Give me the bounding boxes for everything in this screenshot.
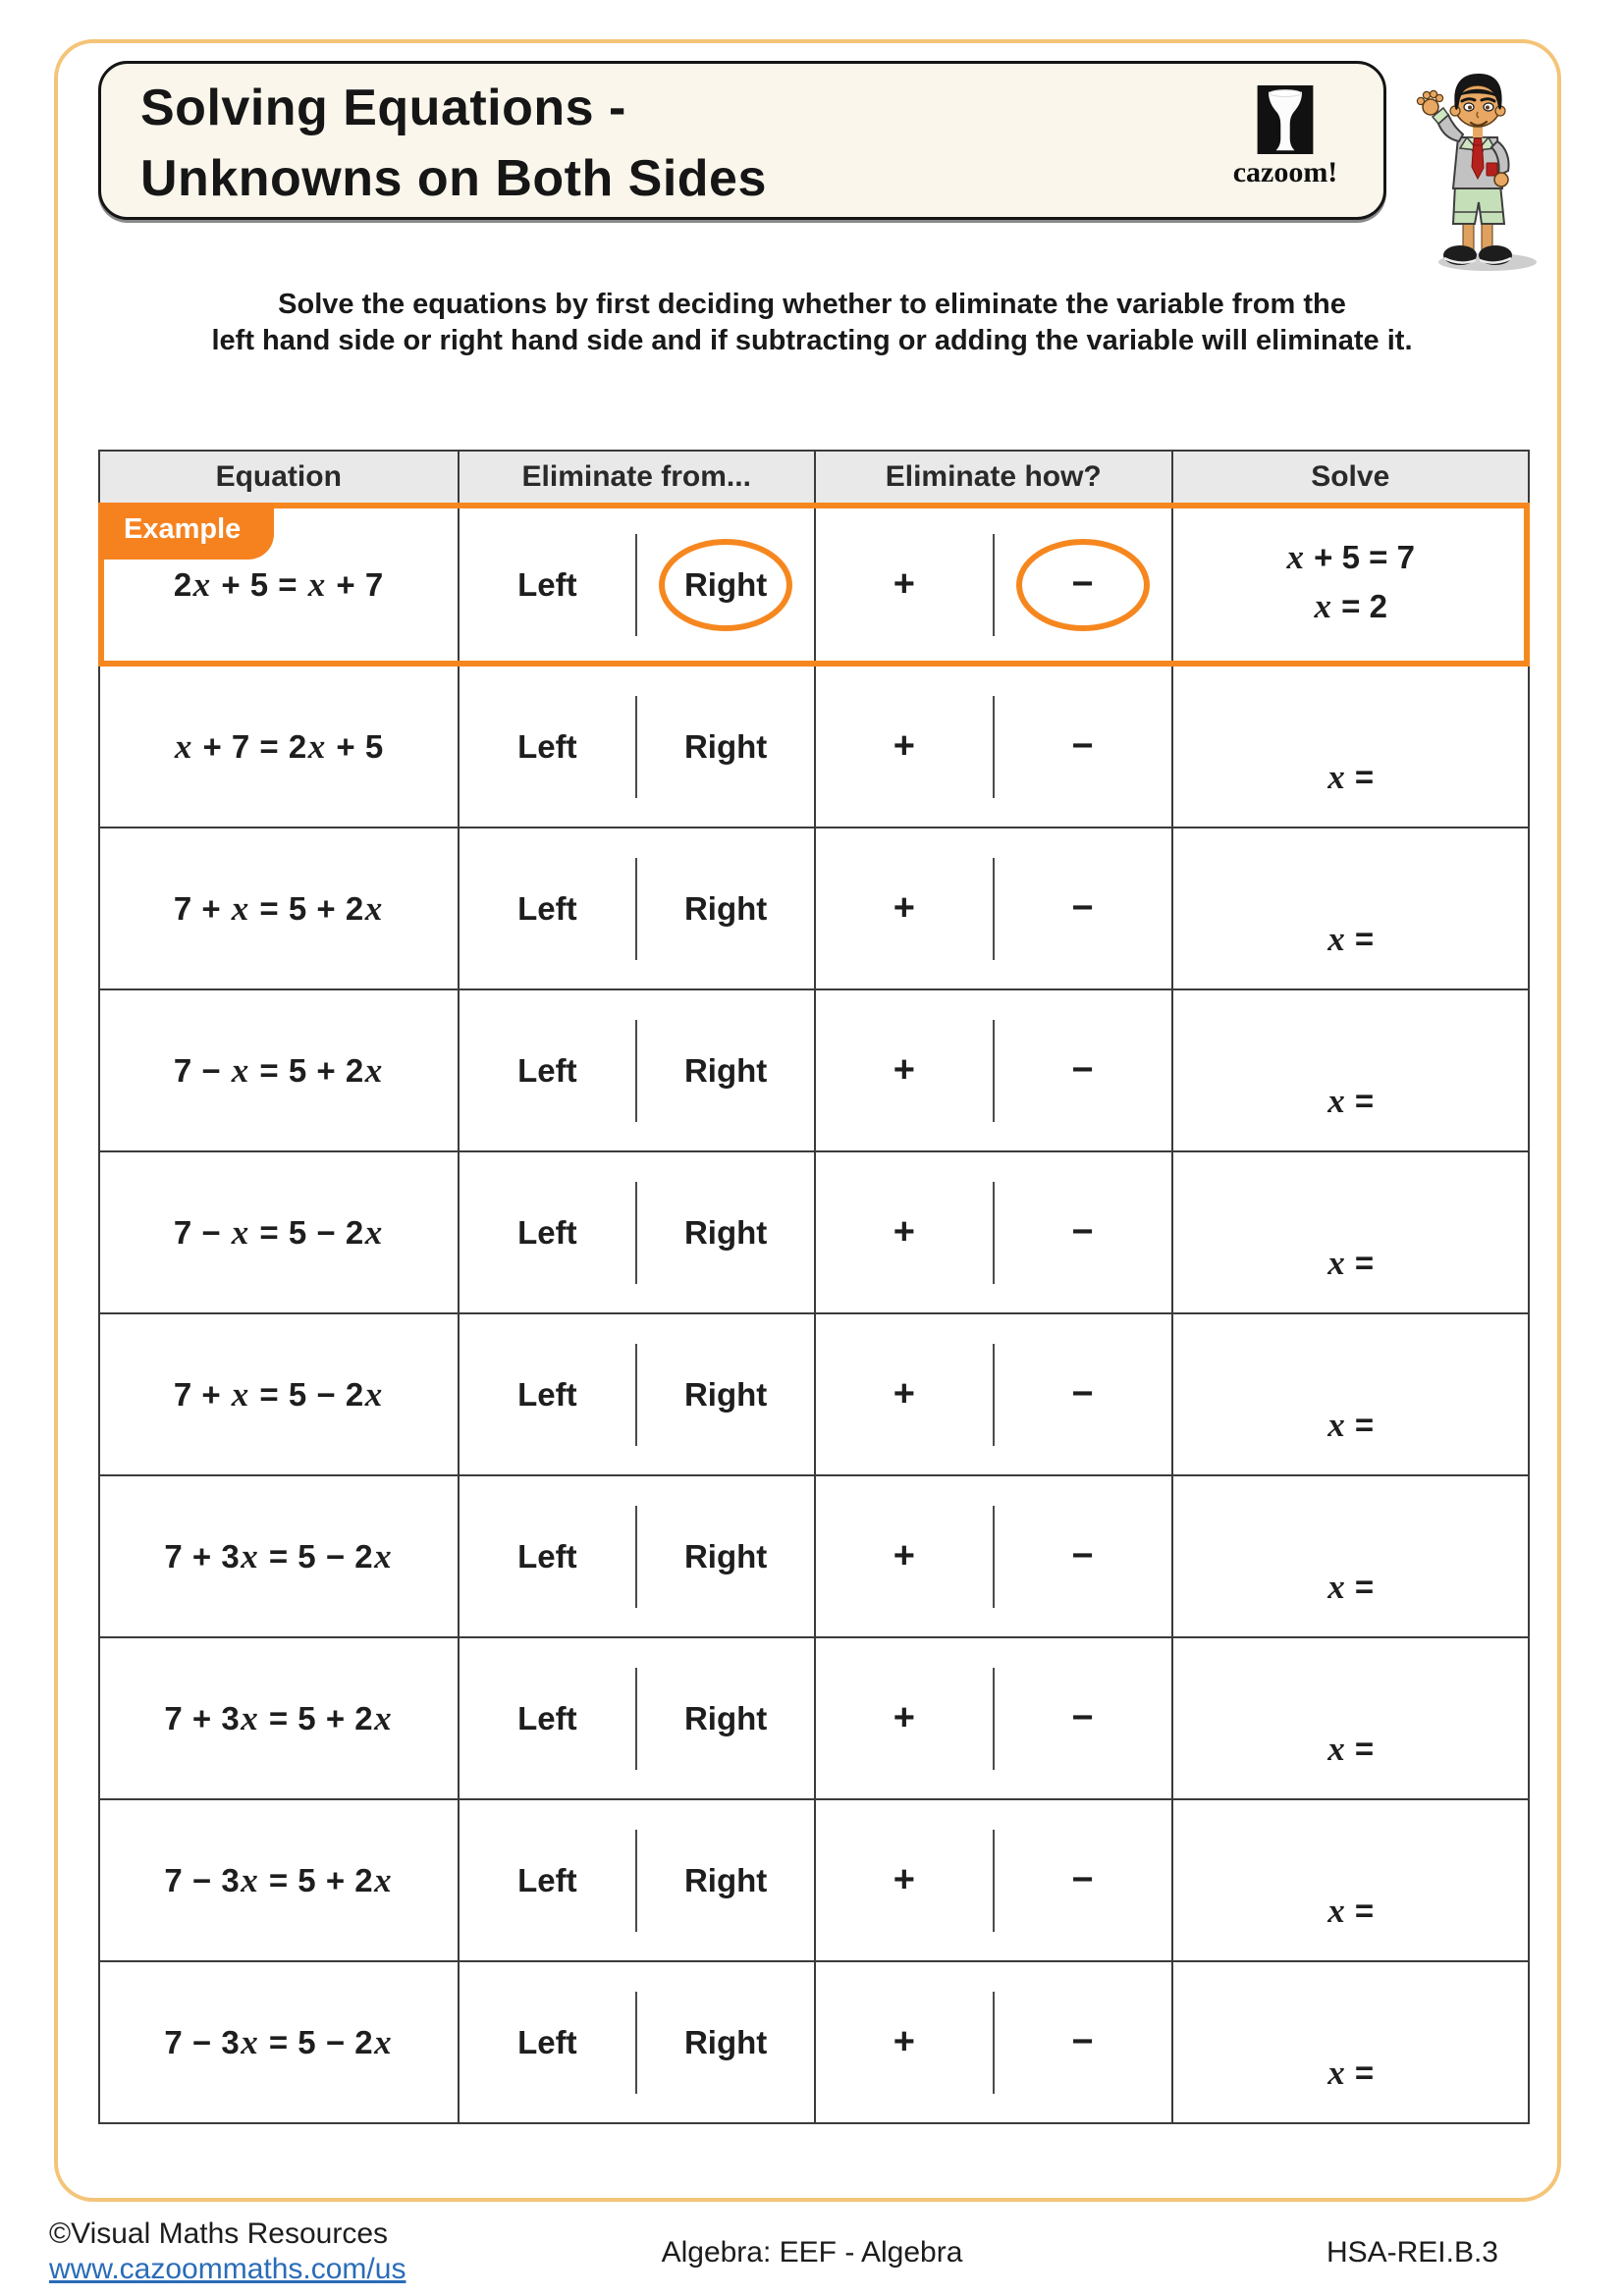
answer-prefix: x =: [1327, 1568, 1375, 1606]
option-left[interactable]: Left: [517, 1861, 577, 1898]
brand-name: cazoom!: [1232, 156, 1338, 188]
page-title: [140, 74, 767, 215]
eliminate-from-options: [458, 1314, 815, 1474]
example-option-minus[interactable]: [995, 539, 1171, 631]
eliminate-from-options: [458, 667, 815, 827]
option-minus[interactable]: −: [1071, 1697, 1094, 1738]
example-solution-step: x + 5 = 7: [1286, 537, 1415, 576]
equation: [100, 667, 458, 827]
page-title-line1: Solving Equations -: [140, 80, 626, 136]
equation: [100, 1962, 458, 2122]
option-minus[interactable]: −: [1071, 1535, 1094, 1576]
solve-answer-area[interactable]: [1171, 828, 1529, 988]
equation-text: x + 7 = 2x + 5: [174, 726, 384, 766]
option-minus[interactable]: −: [1071, 1373, 1094, 1415]
equation: [100, 1314, 458, 1474]
column-header-solve: Solve: [1171, 452, 1529, 503]
option-plus[interactable]: +: [893, 725, 915, 767]
eliminate-how-options: [814, 667, 1171, 827]
solve-answer-area[interactable]: [1171, 667, 1529, 827]
eliminate-how-options: [814, 1476, 1171, 1636]
option-plus[interactable]: +: [893, 1535, 915, 1576]
example-row: [100, 503, 1528, 665]
solve-answer-area[interactable]: [1171, 990, 1529, 1150]
example-eliminate-how-options: [814, 505, 1171, 665]
equation: [100, 1800, 458, 1960]
instructions-line1: Solve the equations by first deciding whether to eliminate the variable from the: [278, 289, 1346, 320]
option-left[interactable]: Left: [517, 1699, 577, 1736]
worksheet-table: [98, 450, 1530, 2124]
plus-label: +: [893, 563, 915, 605]
column-header-eliminate-how: Eliminate how?: [814, 452, 1171, 503]
option-left[interactable]: Left: [517, 1051, 577, 1089]
answer-prefix: x =: [1327, 1082, 1375, 1120]
option-minus[interactable]: −: [1071, 887, 1094, 929]
option-left-label: Left: [517, 565, 577, 603]
option-left[interactable]: Left: [517, 727, 577, 765]
option-right[interactable]: Right: [683, 889, 768, 927]
option-right[interactable]: Right: [683, 1861, 768, 1898]
equation-text: 7 − x = 5 − 2x: [173, 1212, 383, 1252]
equation-row-1: [100, 665, 1528, 827]
option-right[interactable]: Right: [683, 727, 768, 765]
example-circle-right-icon: [659, 539, 792, 631]
option-left[interactable]: Left: [517, 1537, 577, 1575]
solve-answer-area[interactable]: [1171, 1152, 1529, 1312]
answer-prefix: x =: [1327, 920, 1375, 958]
equation-text: 7 − 3x = 5 + 2x: [164, 1860, 393, 1899]
option-plus[interactable]: +: [893, 1373, 915, 1415]
eliminate-from-options: [458, 828, 815, 988]
equation-row-6: [100, 1474, 1528, 1636]
equation-text: 7 + x = 5 + 2x: [173, 888, 383, 928]
equation-row-5: [100, 1312, 1528, 1474]
eliminate-how-options: [814, 1800, 1171, 1960]
instructions: [59, 287, 1565, 358]
eliminate-how-options: [814, 828, 1171, 988]
solve-answer-area[interactable]: [1171, 1800, 1529, 1960]
option-right[interactable]: Right: [683, 1051, 768, 1089]
option-minus[interactable]: −: [1071, 1211, 1094, 1253]
equation-text: 7 + x = 5 − 2x: [173, 1374, 383, 1414]
option-plus[interactable]: +: [893, 887, 915, 929]
option-minus[interactable]: −: [1071, 1859, 1094, 1900]
solve-answer-area[interactable]: [1171, 1638, 1529, 1798]
eliminate-how-options: [814, 1638, 1171, 1798]
copyright-text: ©Visual Maths Resources: [49, 2217, 389, 2250]
solve-answer-area[interactable]: [1171, 1476, 1529, 1636]
equation: [100, 1152, 458, 1312]
answer-prefix: x =: [1327, 1730, 1375, 1768]
eliminate-from-options: [458, 1638, 815, 1798]
option-right[interactable]: Right: [683, 1537, 768, 1575]
option-right[interactable]: Right: [683, 1213, 768, 1251]
equation-row-3: [100, 988, 1528, 1150]
option-left[interactable]: Left: [517, 2023, 577, 2060]
cazoom-website-link[interactable]: www.cazoommaths.com/us: [49, 2253, 406, 2285]
option-plus[interactable]: +: [893, 1697, 915, 1738]
eliminate-from-options: [458, 1476, 815, 1636]
djembe-drum-icon: [1257, 85, 1314, 154]
example-eliminate-from-options: [458, 505, 815, 665]
table-header-row: [100, 452, 1528, 503]
option-minus[interactable]: −: [1071, 725, 1094, 767]
example-solution-answer: x = 2: [1314, 586, 1387, 625]
option-minus[interactable]: −: [1071, 1049, 1094, 1091]
equation-row-7: [100, 1636, 1528, 1798]
eliminate-how-options: [814, 1314, 1171, 1474]
eliminate-from-options: [458, 990, 815, 1150]
footer-standard-code: HSA-REI.B.3: [1326, 2236, 1498, 2269]
option-right[interactable]: Right: [683, 1699, 768, 1736]
option-right[interactable]: Right: [683, 2023, 768, 2060]
example-circle-minus-icon: [1016, 539, 1150, 631]
cazoom-logo: [1220, 85, 1350, 189]
instructions-line2: left hand side or right hand side and if subtracting or adding the variable will eliminate it.: [211, 324, 1413, 356]
column-header-eliminate-from: Eliminate from...: [458, 452, 815, 503]
eliminate-how-options: [814, 1152, 1171, 1312]
solve-answer-area[interactable]: [1171, 1314, 1529, 1474]
solve-answer-area[interactable]: [1171, 1962, 1529, 2122]
answer-prefix: x =: [1327, 1892, 1375, 1930]
answer-prefix: x =: [1327, 1244, 1375, 1282]
equation: [100, 828, 458, 988]
example-solution: [1171, 505, 1529, 665]
equation-row-8: [100, 1798, 1528, 1960]
answer-prefix: x =: [1327, 1406, 1375, 1444]
option-plus[interactable]: +: [893, 1211, 915, 1253]
eliminate-how-options: [814, 1962, 1171, 2122]
equation: [100, 1638, 458, 1798]
option-right-label: Right: [683, 565, 768, 603]
footer-topic-label: Algebra: EEF - Algebra: [661, 2236, 963, 2269]
option-plus[interactable]: +: [893, 1049, 915, 1091]
answer-prefix: x =: [1327, 758, 1375, 796]
example-option-left[interactable]: [460, 566, 636, 604]
equation-row-9: [100, 1960, 1528, 2122]
example-option-right[interactable]: [637, 539, 814, 631]
answer-prefix: x =: [1327, 2054, 1375, 2092]
equation-text: 7 − 3x = 5 − 2x: [164, 2022, 393, 2061]
example-option-plus[interactable]: [816, 563, 993, 606]
equation-row-4: [100, 1150, 1528, 1312]
eliminate-how-options: [814, 990, 1171, 1150]
option-plus[interactable]: +: [893, 2021, 915, 2062]
option-left[interactable]: Left: [517, 889, 577, 927]
option-minus[interactable]: −: [1071, 2021, 1094, 2062]
option-plus[interactable]: +: [893, 1859, 915, 1900]
eliminate-from-options: [458, 1152, 815, 1312]
page-title-line2: Unknowns on Both Sides: [140, 149, 767, 207]
example-badge: Example: [98, 503, 274, 560]
equation-text: 7 + 3x = 5 + 2x: [164, 1698, 393, 1737]
equation-text: 7 + 3x = 5 − 2x: [164, 1536, 393, 1575]
minus-label: −: [1071, 563, 1094, 605]
equation-text: 2x + 5 = x + 7: [173, 564, 384, 604]
equation: [100, 990, 458, 1150]
option-left[interactable]: Left: [517, 1213, 577, 1251]
option-left[interactable]: Left: [517, 1375, 577, 1413]
equation-text: 7 − x = 5 + 2x: [173, 1050, 383, 1090]
column-header-equation: Equation: [215, 460, 342, 493]
equation-row-2: [100, 827, 1528, 988]
equation: [100, 1476, 458, 1636]
title-box: [98, 61, 1386, 220]
option-right[interactable]: Right: [683, 1375, 768, 1413]
eliminate-from-options: [458, 1962, 815, 2122]
waving-student-illustration: [1404, 69, 1551, 275]
eliminate-from-options: [458, 1800, 815, 1960]
